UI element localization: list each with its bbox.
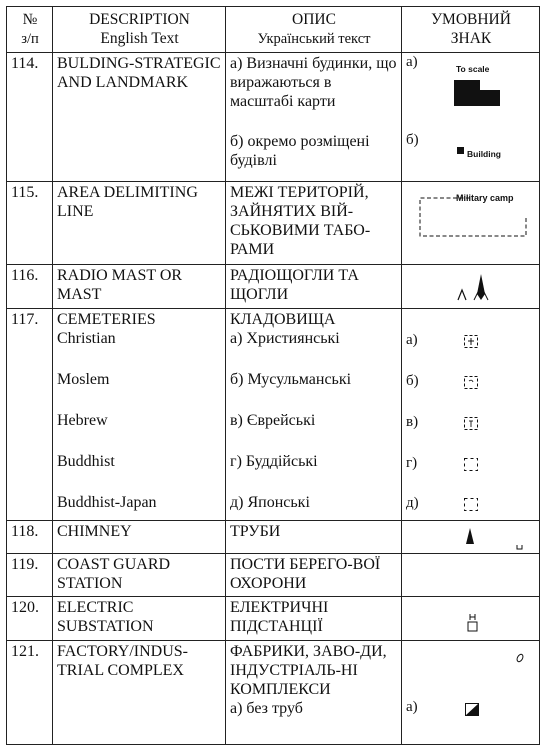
row-ukrainian: ФАБРИКИ, ЗАВО-ДИ, ІНДУСТРІАЛЬ-НІ КОМПЛЕКСИ а) без труб <box>226 641 402 745</box>
table-row <box>7 309 540 521</box>
building-to-scale-icon <box>450 78 510 114</box>
table-row <box>7 554 540 597</box>
table-row <box>7 53 540 182</box>
row-symbol: а) б) в) г) д) <box>402 309 540 521</box>
row-english: CHIMNEY <box>53 521 226 554</box>
row-number: 116. <box>7 265 53 309</box>
table-row <box>7 641 540 745</box>
row-number: 118. <box>7 521 53 554</box>
row-symbol <box>402 554 540 597</box>
row-ukrainian: а) Визначні будинки, що виражаються в масштабі карти б) окремо розміщені будівлі <box>226 53 402 182</box>
hebrew-cemetery-icon <box>463 416 481 432</box>
row-number: 117. <box>7 309 53 521</box>
table-row <box>7 597 540 641</box>
row-ukrainian: КЛАДОВИЩА а) Християнські б) Мусульманські в) Єврейські г) Буддійські д) Японські <box>226 309 402 521</box>
row-english: BULDING-STRATEGIC AND LANDMARK <box>53 53 226 182</box>
factory-without-chimney-icon <box>464 702 482 718</box>
tick-mark-icon <box>516 544 524 550</box>
row-english: CEMETERIES Christian Moslem Hebrew Buddhist Buddhist-Japan <box>53 309 226 521</box>
row-number: 119. <box>7 554 53 597</box>
radio-mast-icon <box>456 272 496 304</box>
row-symbol: а) <box>402 641 540 745</box>
row-ukrainian: ТРУБИ <box>226 521 402 554</box>
row-english: COAST GUARD STATION <box>53 554 226 597</box>
row-ukrainian: ПОСТИ БЕРЕГО-ВОЇ ОХОРОНИ <box>226 554 402 597</box>
table-header <box>7 7 540 53</box>
row-english: FACTORY/INDUS-TRIAL COMPLEX <box>53 641 226 745</box>
row-english: RADIO MAST OR MAST <box>53 265 226 309</box>
row-symbol: а) To scale б) Building <box>402 53 540 182</box>
oval-mark-icon <box>514 652 526 664</box>
row-english: ELECTRIC SUBSTATION <box>53 597 226 641</box>
row-number: 114. <box>7 53 53 182</box>
row-english: AREA DELIMITING LINE <box>53 182 226 265</box>
header-sign: УМОВНИЙ ЗНАК <box>402 7 540 53</box>
christian-cemetery-icon <box>463 334 481 350</box>
buddhist-cemetery-icon <box>463 457 481 473</box>
table-row <box>7 521 540 554</box>
row-symbol: Military camp <box>402 182 540 265</box>
buddhist-japan-cemetery-icon <box>463 497 481 513</box>
row-ukrainian: РАДІОЩОГЛИ ТА ЩОГЛИ <box>226 265 402 309</box>
table-row <box>7 265 540 309</box>
chimney-icon <box>464 526 476 546</box>
row-symbol <box>402 521 540 554</box>
row-ukrainian: МЕЖІ ТЕРИТОРІЙ, ЗАЙНЯТИХ ВІЙ-СЬКОВИМИ ТАБО-РАМИ <box>226 182 402 265</box>
row-symbol <box>402 265 540 309</box>
row-number: 121. <box>7 641 53 745</box>
header-opis: ОПИС Український текст <box>226 7 402 53</box>
moslem-cemetery-icon <box>463 375 481 391</box>
electric-substation-icon <box>466 612 480 634</box>
header-description: DESCRIPTION English Text <box>53 7 226 53</box>
building-icon <box>456 146 466 156</box>
header-num: № з/п <box>7 7 53 53</box>
row-symbol <box>402 597 540 641</box>
row-number: 115. <box>7 182 53 265</box>
row-ukrainian: ЕЛЕКТРИЧНІ ПІДСТАНЦІЇ <box>226 597 402 641</box>
map-symbols-table <box>6 6 540 745</box>
table-row <box>7 182 540 265</box>
row-number: 120. <box>7 597 53 641</box>
